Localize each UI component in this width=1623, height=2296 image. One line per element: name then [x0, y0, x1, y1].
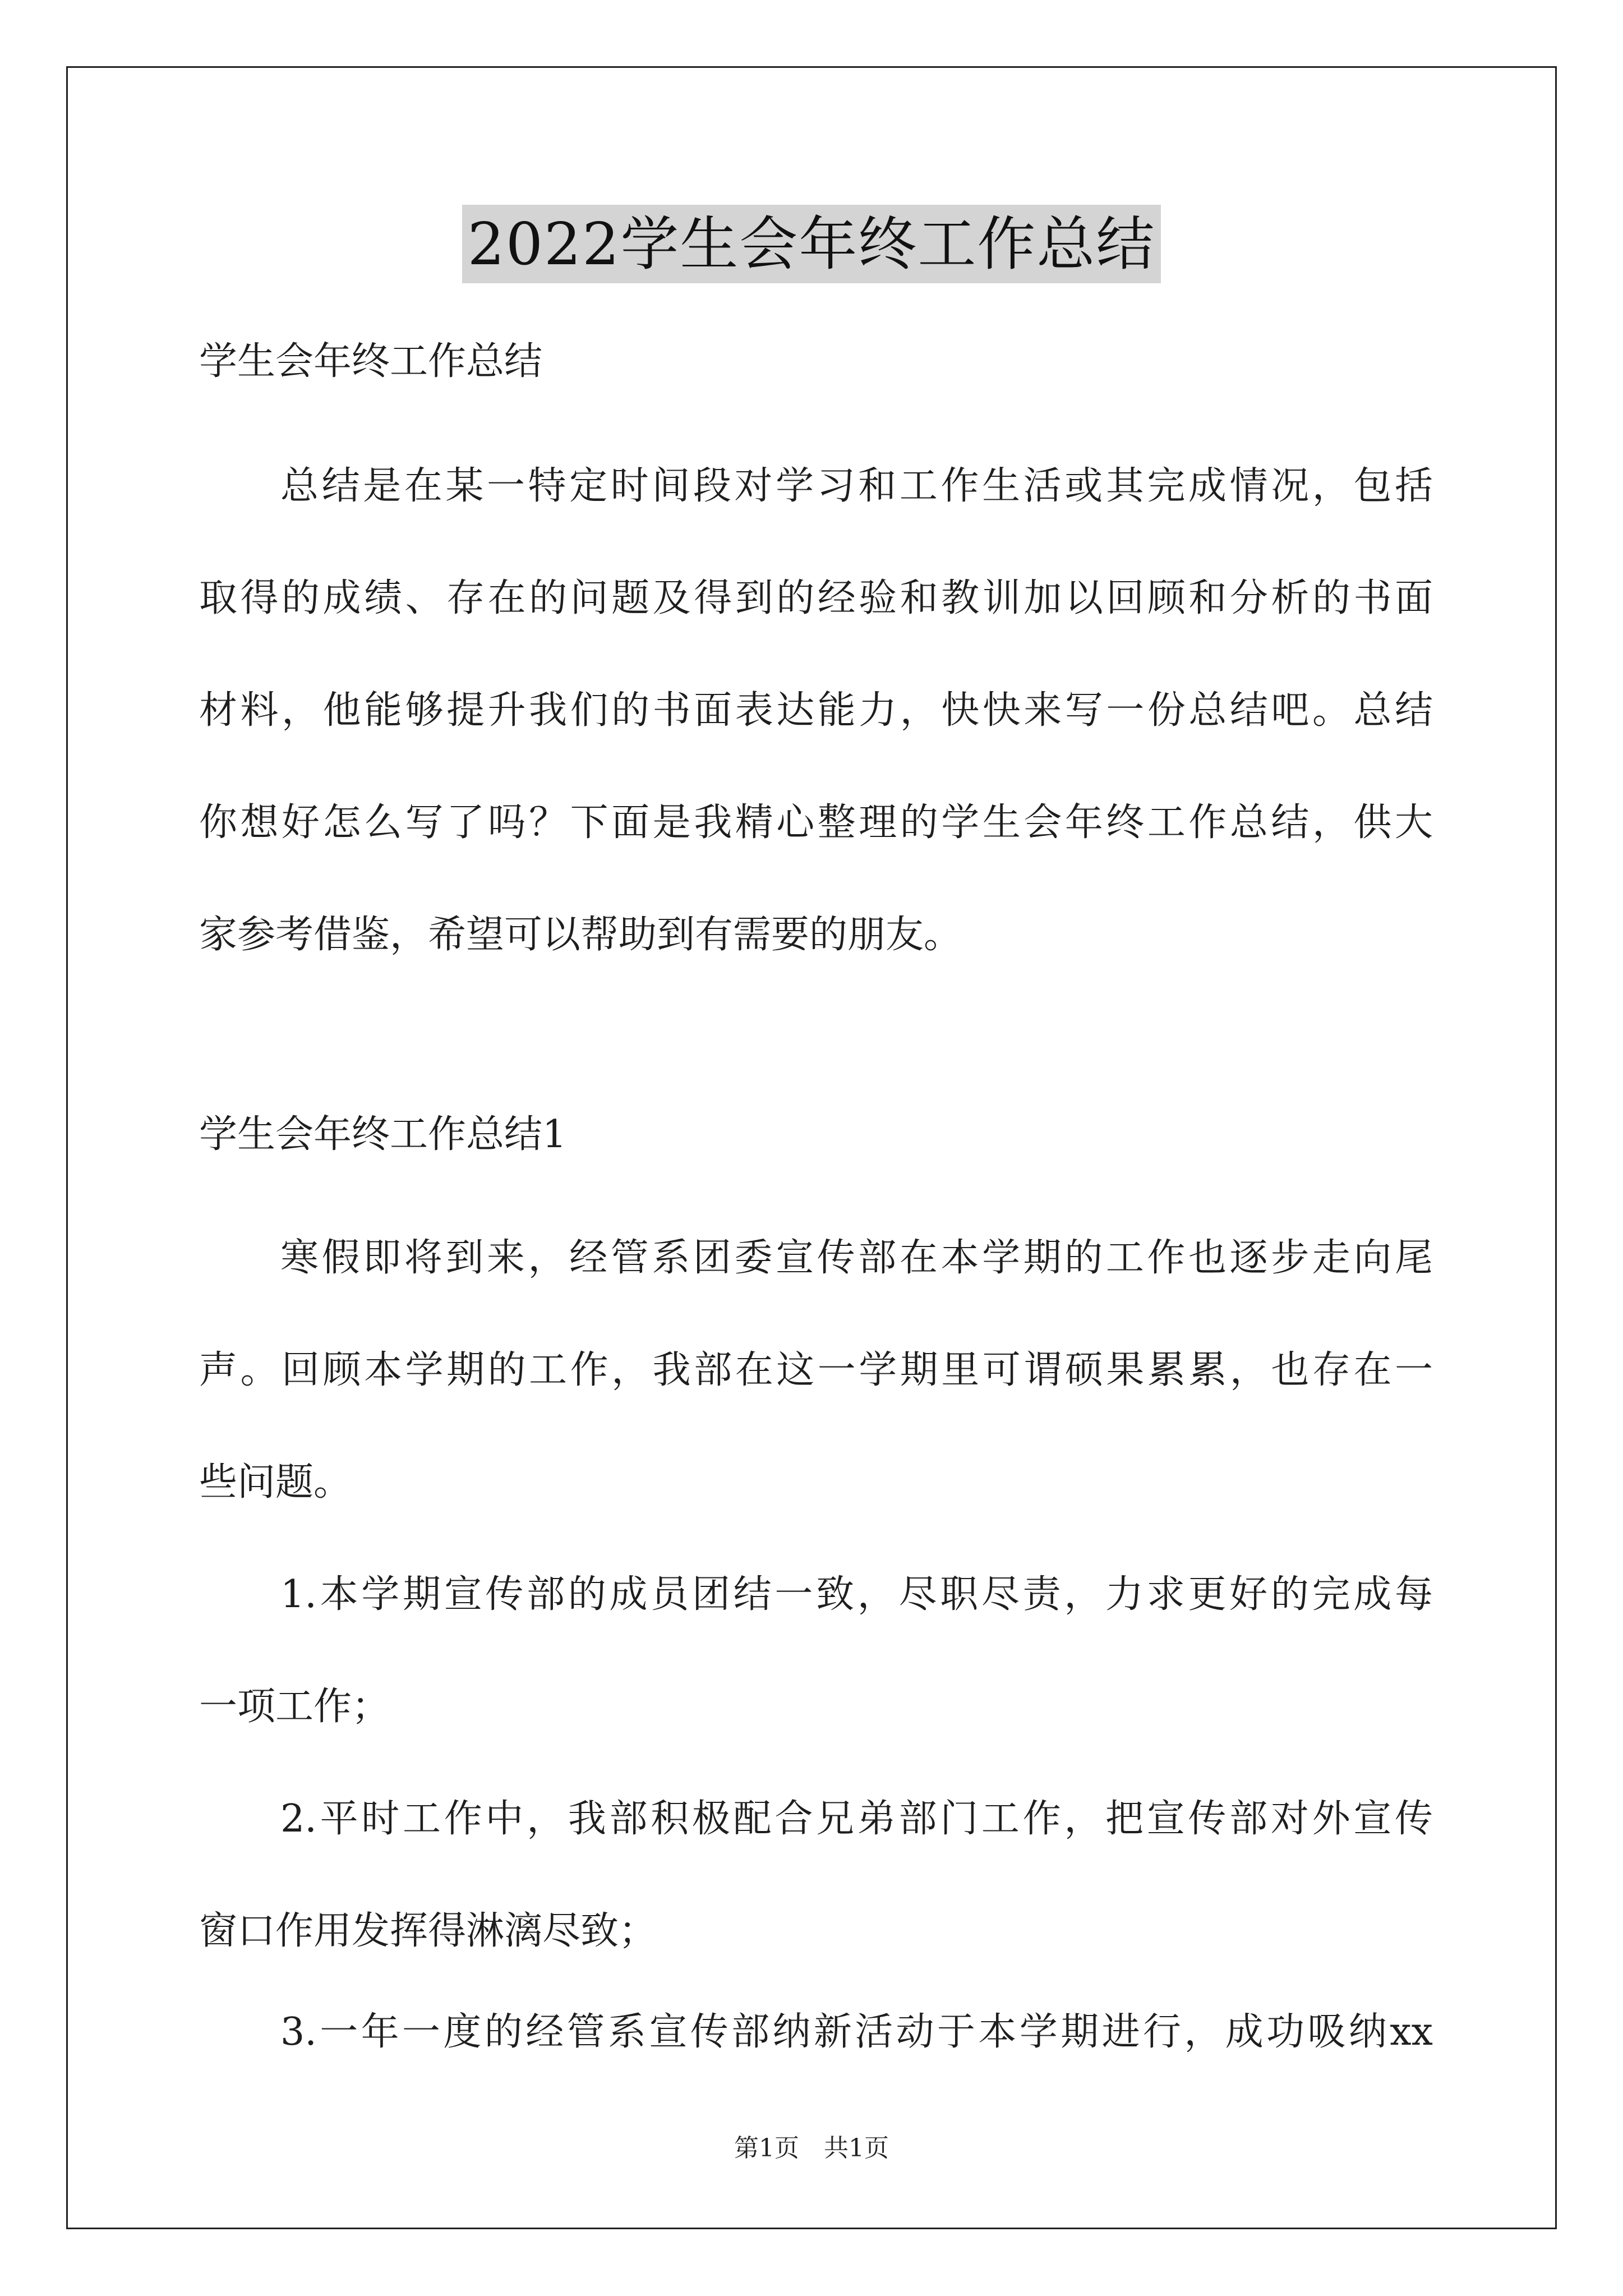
paragraph-line: 材料，他能够提升我们的书面表达能力，快快来写一份总结吧。总结: [199, 688, 1433, 733]
list-item-line: 窗口作用发挥得淋漓尽致；: [199, 1909, 657, 1953]
paragraph-line: 家参考借鉴，希望可以帮助到有需要的朋友。: [199, 913, 962, 957]
title-container: [0, 205, 1623, 283]
document-title: 2022学生会年终工作总结: [462, 205, 1161, 283]
paragraph-line: 些问题。: [199, 1460, 352, 1504]
paragraph-line: 总结是在某一特定时间段对学习和工作生活或其完成情况，包括: [280, 464, 1433, 508]
paragraph-line: 声。回顾本学期的工作，我部在这一学期里可谓硕果累累，也存在一: [199, 1348, 1433, 1392]
list-item-line: 一项工作；: [199, 1685, 390, 1729]
list-item-line: 2.平时工作中，我部积极配合兄弟部门工作，把宣传部对外宣传: [280, 1797, 1433, 1841]
page-number-footer: 第1页 共1页: [734, 2134, 889, 2162]
paragraph-line: 你想好怎么写了吗？下面是我精心整理的学生会年终工作总结，供大: [199, 800, 1433, 845]
section-heading: 学生会年终工作总结1: [199, 1112, 567, 1157]
list-item-line: 3.一年一度的经管系宣传部纳新活动于本学期进行，成功吸纳xx: [280, 2010, 1433, 2054]
paragraph-line: 取得的成绩、存在的问题及得到的经验和教训加以回顾和分析的书面: [199, 576, 1433, 620]
list-item-line: 1.本学期宣传部的成员团结一致，尽职尽责，力求更好的完成每: [280, 1572, 1433, 1617]
subtitle: 学生会年终工作总结: [199, 339, 543, 384]
paragraph-line: 寒假即将到来，经管系团委宣传部在本学期的工作也逐步走向尾: [280, 1236, 1433, 1280]
